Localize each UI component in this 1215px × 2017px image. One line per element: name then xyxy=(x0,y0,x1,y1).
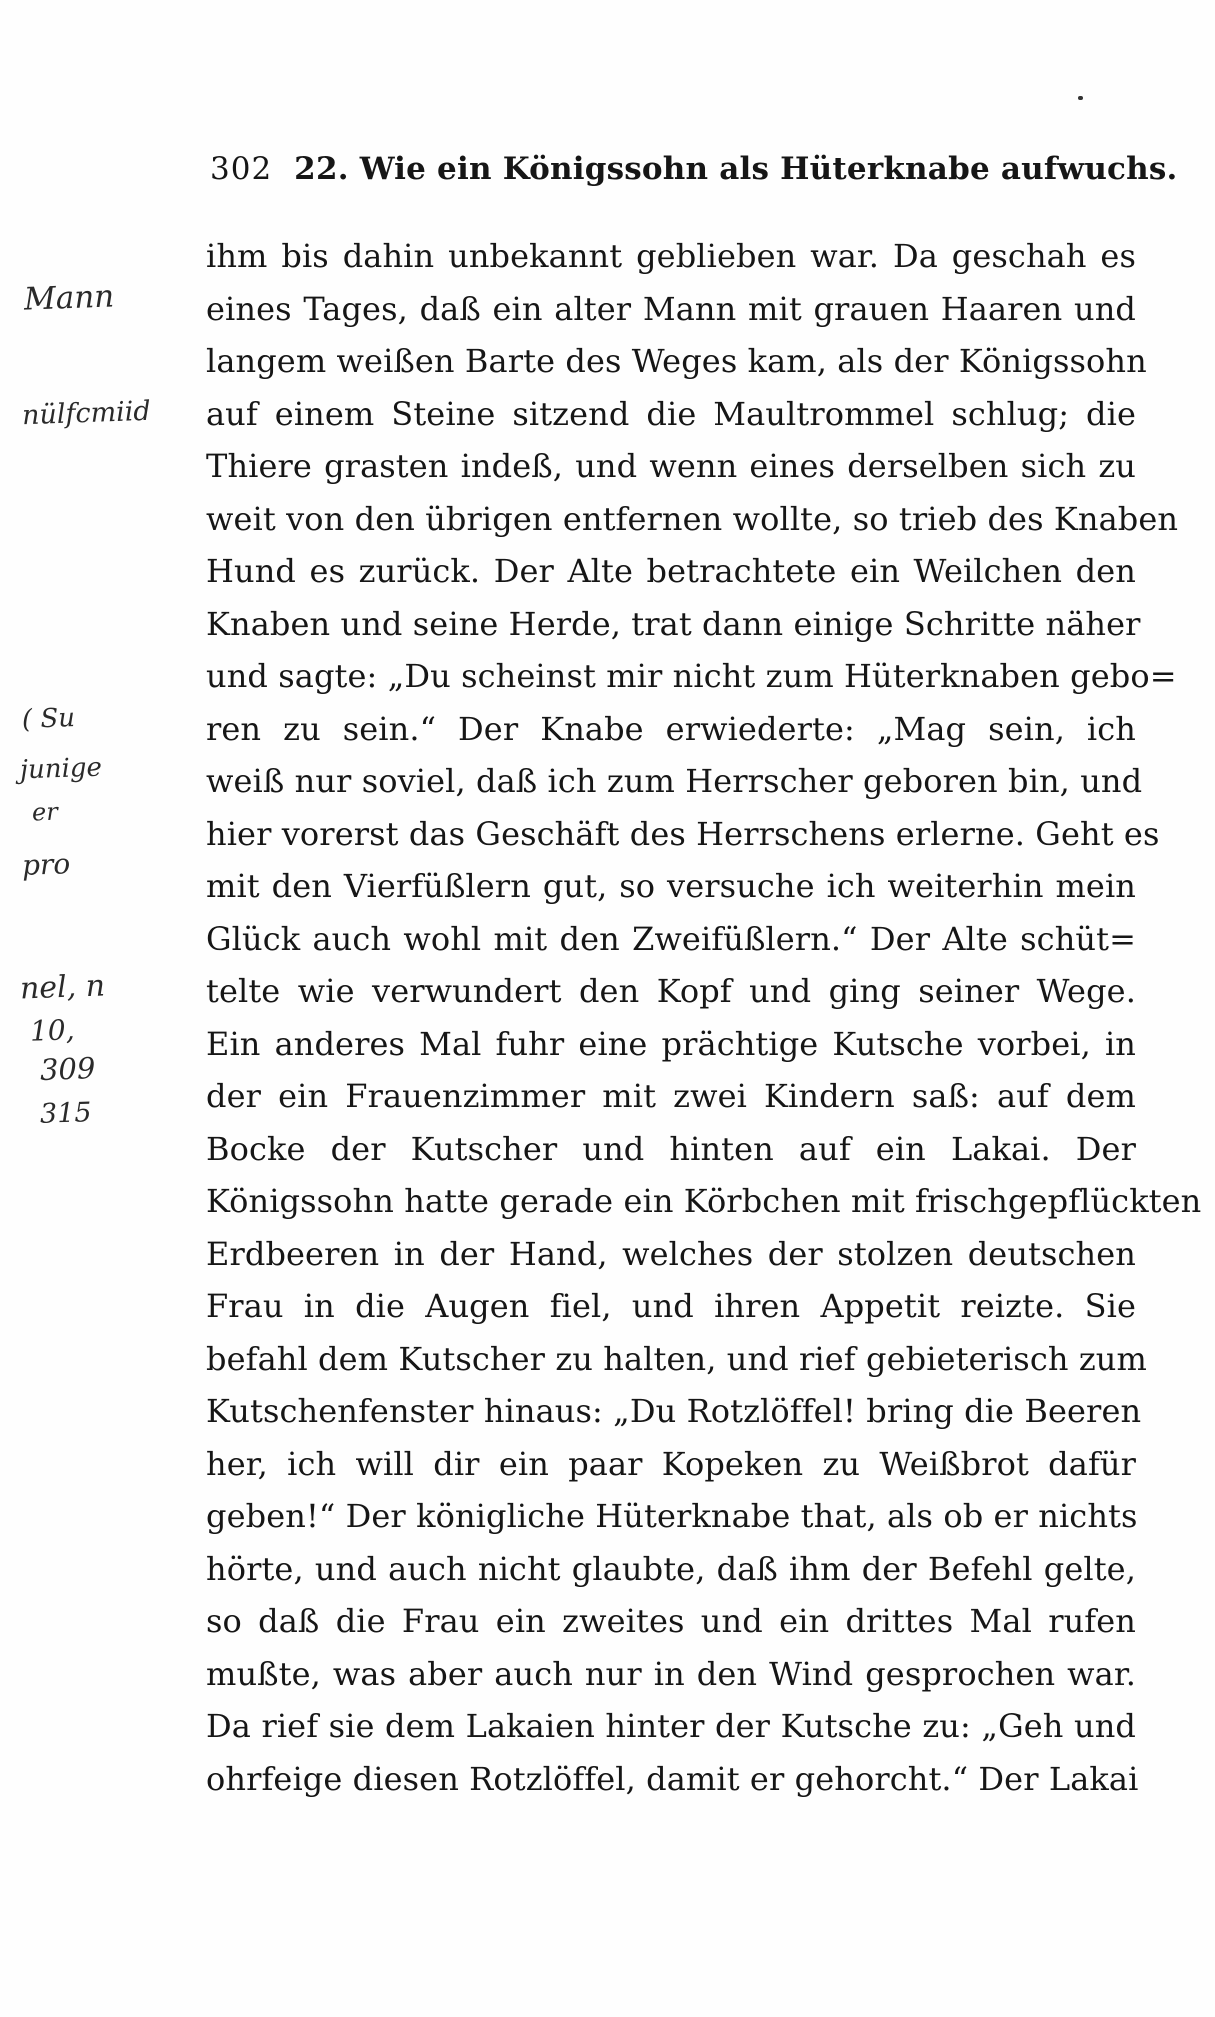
text-line: geben!“ Der königliche Hüterknabe that, als ob er nichts xyxy=(206,1497,1138,1535)
text-line: und sagte: „Du scheinst mir nicht zum Hüterknaben gebo= xyxy=(206,657,1177,695)
text-line: telte wie verwundert den Kopf und ging seiner Wege. xyxy=(206,972,1136,1010)
text-line: befahl dem Kutscher zu halten, und rief gebieterisch zum xyxy=(206,1339,1147,1378)
margin-note: 10, xyxy=(29,1013,76,1048)
text-line: Frau in die Augen fiel, und ihren Appetit reizte. Sie xyxy=(206,1287,1136,1325)
text-line: Bocke der Kutscher und hinten auf ein Lakai. Der xyxy=(206,1129,1136,1168)
margin-note: junige xyxy=(19,752,103,786)
text-line: Hund es zurück. Der Alte betrachtete ein Weilchen den xyxy=(206,552,1136,590)
text-line: weiß nur soviel, daß ich zum Herrscher geboren bin, und xyxy=(206,762,1143,800)
text-line: Königssohn hatte gerade ein Körbchen mit frischgepflückten xyxy=(206,1182,1202,1220)
text-line: ohrfeige diesen Rotzlöffel, damit er gehorcht.“ Der Lakai xyxy=(206,1759,1139,1798)
handwritten-margin-notes xyxy=(18,280,208,1180)
text-line: hier vorerst das Geschäft des Herrschens erlerne. Geht es xyxy=(206,814,1160,853)
text-line: Erdbeeren in der Hand, welches der stolzen deutschen xyxy=(206,1234,1136,1273)
text-line: weit von den übrigen entfernen wollte, so trieb des Knaben xyxy=(206,499,1179,538)
margin-note: Mann xyxy=(23,278,115,318)
margin-note: 309 xyxy=(39,1051,96,1087)
text-line: eines Tages, daß ein alter Mann mit grauen Haaren und xyxy=(206,289,1136,328)
text-line: Da rief sie dem Lakaien hinter der Kutsche zu: „Geh und xyxy=(206,1707,1136,1745)
text-line: Knaben und seine Herde, trat dann einige Schritte näher xyxy=(206,604,1141,643)
text-line: auf einem Steine sitzend die Maultrommel schlug; die xyxy=(206,394,1136,433)
margin-note: ( Su xyxy=(21,703,76,735)
body-text xyxy=(206,230,1202,1805)
margin-note: pro xyxy=(21,847,71,882)
margin-note: nülfcmiid xyxy=(21,395,152,432)
chapter-title: 22. Wie ein Königssohn als Hüterknabe aufwuchs. xyxy=(294,151,1178,187)
text-line: her, ich will dir ein paar Kopeken zu Weißbrot dafür xyxy=(206,1444,1136,1483)
margin-note: 315 xyxy=(39,1097,93,1130)
text-line: ren zu sein.“ Der Knabe erwiederte: „Mag sein, ich xyxy=(206,709,1136,748)
ink-speck xyxy=(1078,96,1083,100)
margin-note: nel, n xyxy=(19,968,106,1007)
text-line: ihm bis dahin unbekannt geblieben war. Da geschah es xyxy=(206,237,1136,275)
text-line: so daß die Frau ein zweites und ein drittes Mal rufen xyxy=(206,1602,1136,1640)
text-line: hörte, und auch nicht glaubte, daß ihm der Befehl gelte, xyxy=(206,1549,1136,1588)
text-line: langem weißen Barte des Weges kam, als der Königssohn xyxy=(206,342,1147,380)
running-header xyxy=(210,145,1178,193)
text-line: der ein Frauenzimmer mit zwei Kindern saß: auf dem xyxy=(206,1077,1136,1115)
text-line: mit den Vierfüßlern gut, so versuche ich weiterhin mein xyxy=(206,867,1136,905)
text-line: mußte, was aber auch nur in den Wind gesprochen war. xyxy=(206,1654,1136,1693)
page-number: 302 xyxy=(210,151,273,187)
text-line: Ein anderes Mal fuhr eine prächtige Kutsche vorbei, in xyxy=(206,1024,1136,1063)
margin-note: er xyxy=(31,797,59,827)
text-line: Thiere grasten indeß, und wenn eines derselben sich zu xyxy=(206,447,1136,485)
text-line: Glück auch wohl mit den Zweifüßlern.“ Der Alte schüt= xyxy=(206,919,1136,958)
text-line: Kutschenfenster hinaus: „Du Rotzlöffel! bring die Beeren xyxy=(206,1392,1142,1430)
